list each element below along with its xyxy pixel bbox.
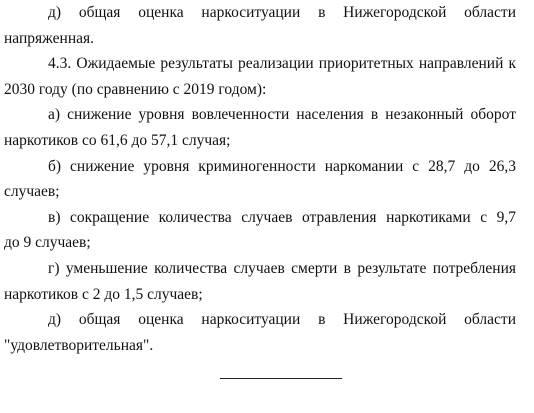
paragraph-item-d xyxy=(4,307,516,358)
paragraph-item-a xyxy=(4,102,516,153)
paragraph-assessment-tense xyxy=(4,0,516,51)
paragraph-line: б) снижение уровня криминогенности наркомании с 28,7 до 26,3 xyxy=(48,157,516,175)
paragraph-line: д) общая оценка наркоситуации в Нижегородской области xyxy=(48,311,516,329)
paragraph-line: наркотиков со 61,6 до 57,1 случая; xyxy=(4,131,231,149)
paragraph-line: "удовлетворительная". xyxy=(4,336,154,354)
paragraph-line: напряженная. xyxy=(4,29,95,47)
paragraph-line: 4.3. Ожидаемые результаты реализации приоритетных направлений к xyxy=(48,55,516,73)
paragraph-item-g xyxy=(4,256,516,307)
paragraph-line: до 9 случаев; xyxy=(4,234,91,252)
paragraph-line: 2030 году (по сравнению с 2019 годом): xyxy=(4,80,267,98)
paragraph-line: д) общая оценка наркоситуации в Нижегородской области xyxy=(48,4,516,21)
paragraph-line: г) уменьшение количества случаев смерти в результате потребления xyxy=(48,259,516,277)
paragraph-expected-results xyxy=(4,51,516,102)
paragraph-line: а) снижение уровня вовлеченности населения в незаконный оборот xyxy=(48,106,516,124)
paragraph-item-b xyxy=(4,154,516,205)
end-of-document-rule xyxy=(220,378,342,379)
paragraph-line: наркотиков с 2 до 1,5 случаев; xyxy=(4,285,203,303)
paragraph-item-v xyxy=(4,205,516,256)
paragraph-line: случаев; xyxy=(4,183,60,201)
paragraph-line: в) сокращение количества случаев отравления наркотиками с 9,7 xyxy=(48,208,516,226)
document-body xyxy=(4,0,516,358)
